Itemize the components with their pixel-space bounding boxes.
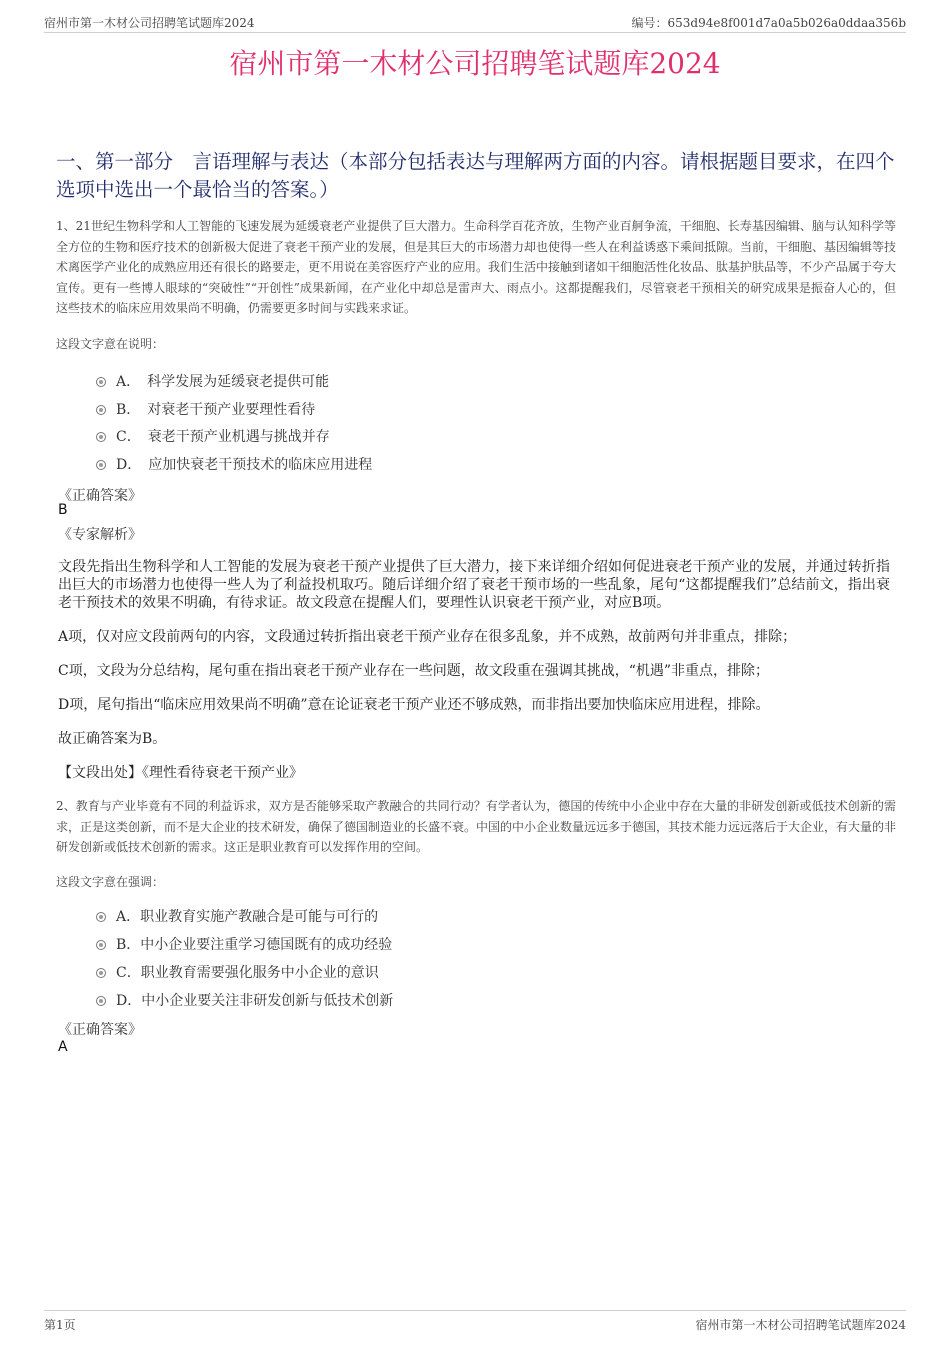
- radio-icon[interactable]: [96, 940, 106, 950]
- question-1-option-b[interactable]: [96, 399, 315, 419]
- question-1-text: 1、21世纪生物科学和人工智能的飞速发展为延缓衰老产业提供了巨大潜力。生命科学百花齐放，生物产业百舸争流，干细胞、长寿基因编辑、脑与认知科学等全方位的生物和医疗技术的创新极大促进了衰老干预产业的发展，但是其巨大的市场潜力却也使得一些人在利益诱惑下乘间抵隙。当前，干细胞、基因编辑等技术离医学产业化的成熟应用还有很长的路要走，更不用说在美容医疗产业的应用。我们生活中接触到诸如干细胞活性化妆品、肽基护肤品等，不少产品属于夸大宣传。更有一些博人眼球的“突破性”“开创性”成果新闻，在产业化中却总是雷声大、雨点小。这都提醒我们，尽管衰老干预相关的研究成果是振奋人心的，但这些技术的临床应用效果尚不明确，仍需要更多时间与实践来求证。: [56, 219, 897, 316]
- correct-answer-label: 《正确答案》: [58, 1022, 142, 1038]
- question-2-option-b[interactable]: [96, 934, 392, 954]
- option-label: D．中小企业要关注非研发创新与低技术创新: [116, 993, 394, 1009]
- analysis-paragraph: 文段先指出生物科学和人工智能的发展为衰老干预产业提供了巨大潜力，接下来详细介绍如何促进衰老干预产业的发展，并通过转折指出巨大的市场潜力也使得一些人为了利益投机取巧。随后详细介绍了衰老干预市场的一些乱象，尾句“这都提醒我们”总结前文，指出衰老干预技术的效果不明确，有待求证。故文段意在提醒人们，要理性认识衰老干预产业，对应B项。: [58, 559, 890, 611]
- section-heading: 一、第一部分 言语理解与表达（本部分包括表达与理解两方面的内容。请根据题目要求，在四个选项中选出一个最恰当的答案。）: [56, 150, 895, 201]
- option-label: A． 科学发展为延缓衰老提供可能: [116, 374, 330, 390]
- question-1-option-a[interactable]: [96, 371, 329, 391]
- page-number: 第1页: [44, 1318, 76, 1332]
- analysis-option-a: A项，仅对应文段前两句的内容，文段通过转折指出衰老干预产业存在很多乱象，并不成熟，故前两句并非重点，排除；: [58, 629, 797, 645]
- radio-icon[interactable]: [96, 405, 106, 415]
- document-title: 宿州市第一木材公司招聘笔试题库2024: [229, 47, 721, 80]
- question-1-option-d[interactable]: [96, 454, 372, 474]
- radio-icon[interactable]: [96, 377, 106, 387]
- option-label: A．职业教育实施产教融合是可能与可行的: [116, 909, 379, 925]
- radio-icon[interactable]: [96, 996, 106, 1006]
- question-1-prompt: 这段文字意在说明：: [56, 337, 165, 351]
- source-citation: 【文段出处】《理性看待衰老干预产业》: [58, 765, 303, 781]
- option-label: B． 对衰老干预产业要理性看待: [116, 402, 316, 418]
- question-2-option-d[interactable]: [96, 990, 393, 1010]
- page-footer: [44, 1310, 906, 1331]
- correct-answer-label: 《正确答案》: [58, 488, 142, 504]
- analysis-option-d: D项，尾句指出“临床应用效果尚不明确”意在论证衰老干预产业还不够成熟，而非指出要加快临床应用进程，排除。: [58, 697, 770, 713]
- analysis-conclusion: 故正确答案为B。: [58, 731, 167, 747]
- page-header: [44, 14, 906, 33]
- option-label: D． 应加快衰老干预技术的临床应用进程: [116, 457, 373, 473]
- question-2-option-a[interactable]: [96, 906, 378, 926]
- radio-icon[interactable]: [96, 912, 106, 922]
- header-title: 宿州市第一木材公司招聘笔试题库2024: [44, 16, 255, 30]
- correct-answer-value: A: [58, 1039, 68, 1055]
- footer-title: 宿州市第一木材公司招聘笔试题库2024: [695, 1318, 906, 1332]
- option-label: C． 衰老干预产业机遇与挑战并存: [116, 429, 330, 445]
- radio-icon[interactable]: [96, 432, 106, 442]
- header-serial: 编号：653d94e8f001d7a0a5b026a0ddaa356b: [631, 16, 906, 30]
- correct-answer-value: B: [58, 502, 68, 518]
- option-label: C．职业教育需要强化服务中小企业的意识: [116, 965, 379, 981]
- question-2-option-c[interactable]: [96, 962, 379, 982]
- question-1-option-c[interactable]: [96, 426, 330, 446]
- question-2-prompt: 这段文字意在强调：: [56, 875, 165, 889]
- option-label: B．中小企业要注重学习德国既有的成功经验: [116, 937, 393, 953]
- expert-analysis-label: 《专家解析》: [58, 527, 142, 543]
- question-2-text: 2、教育与产业毕竟有不同的利益诉求，双方是否能够采取产教融合的共同行动？有学者认为，德国的传统中小企业中存在大量的非研发创新或低技术创新的需求，正是这类创新，而不是大企业的技术研发，确保了德国制造业的长盛不衰。中国的中小企业数量远远多于德国，其技术能力远远落后于大企业，有大量的非研发创新或低技术创新的需求。这正是职业教育可以发挥作用的空间。: [56, 799, 897, 855]
- radio-icon[interactable]: [96, 460, 106, 470]
- analysis-option-c: C项，文段为分总结构，尾句重在指出衰老干预产业存在一些问题，故文段重在强调其挑战，“机遇”非重点，排除；: [58, 663, 770, 679]
- radio-icon[interactable]: [96, 968, 106, 978]
